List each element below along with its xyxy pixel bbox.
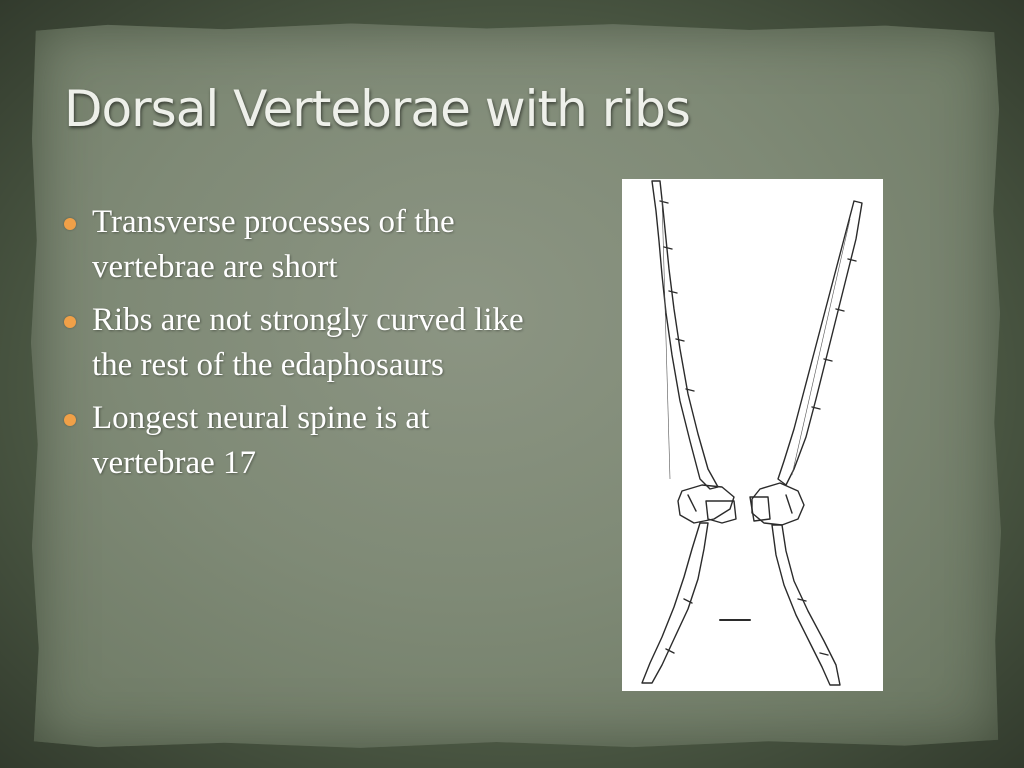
bullet-text: Longest neural spine is at vertebrae 17: [92, 400, 430, 481]
bullet-item: [62, 298, 532, 388]
bullet-list: [62, 200, 532, 494]
bullet-item: [62, 200, 532, 290]
bullet-text: Ribs are not strongly curved like the rest of the edaphosaurs: [92, 302, 524, 383]
bullet-text: Transverse processes of the vertebrae are short: [92, 204, 455, 285]
vertebrae-illustration: [622, 179, 883, 691]
bullet-dot-icon: [64, 218, 76, 230]
slide-title: Dorsal Vertebrae with ribs: [64, 80, 690, 138]
bullet-item: [62, 396, 532, 486]
vertebrae-drawing: [622, 179, 883, 691]
bullet-dot-icon: [64, 316, 76, 328]
bullet-dot-icon: [64, 414, 76, 426]
